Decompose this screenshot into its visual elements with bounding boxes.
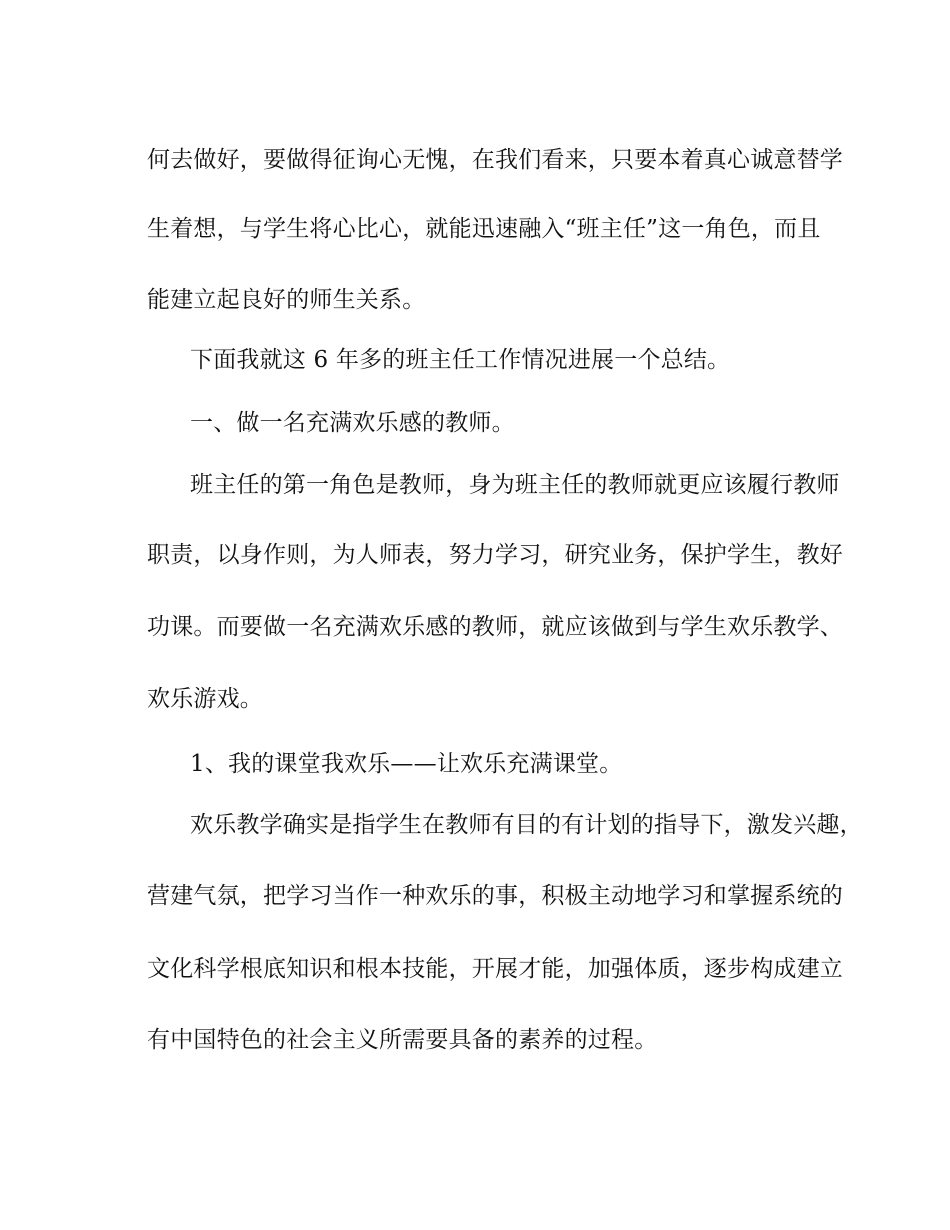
text-line: 营建气氛，把学习当作一种欢乐的事，积极主动地学习和掌握系统的 [147,883,843,909]
text-line: 生着想，与学生将心比心，就能迅速融入“班主任”这一角色，而且 [147,216,821,242]
text-line: 功课。而要做一名充满欢乐感的教师，就应该做到与学生欢乐教学、 [147,614,843,640]
text-line: 班主任的第一角色是教师，身为班主任的教师就更应该履行教师 [190,472,840,498]
text-line: 欢乐教学确实是指学生在教师有目的有计划的指导下，激发兴趣， [190,812,863,838]
section-heading: 一、做一名充满欢乐感的教师。 [190,410,515,436]
text-line: 能建立起良好的师生关系。 [147,287,426,313]
text-line: 职责，以身作则，为人师表，努力学习，研究业务，保护学生，教好 [147,542,843,568]
text-line: 下面我就这 6 年多的班主任工作情况进展一个总结。 [190,347,731,373]
text-line: 何去做好，要做得征询心无愧，在我们看来，只要本着真心诚意替学 [147,147,843,173]
text-line: 有中国特色的社会主义所需要具备的素养的过程。 [147,1027,658,1053]
text-line: 欢乐游戏。 [147,686,263,712]
subsection-heading: 1、我的课堂我欢乐——让欢乐充满课堂。 [190,751,623,777]
text-line: 文化科学根底知识和根本技能，开展才能，加强体质，逐步构成建立 [147,956,843,982]
